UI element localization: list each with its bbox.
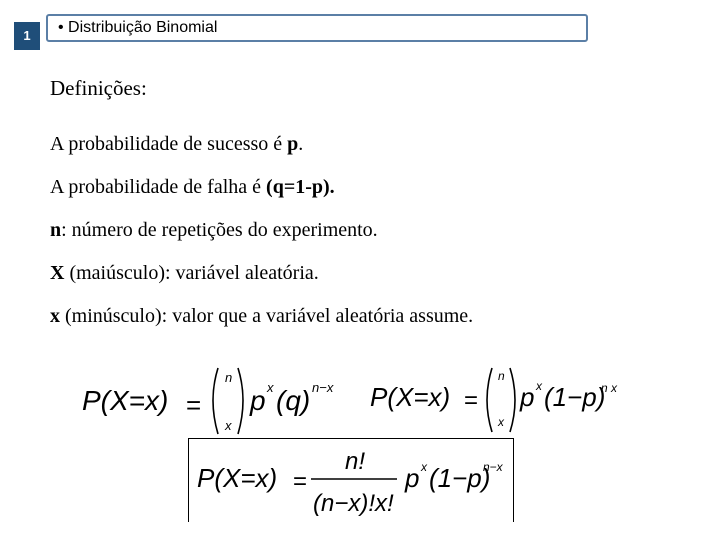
svg-text:p: p <box>250 385 266 416</box>
svg-text:(1−p): (1−p) <box>544 382 606 412</box>
svg-text:n−x: n−x <box>483 460 503 474</box>
binomial-formula-factorial <box>193 441 511 521</box>
svg-text:x: x <box>225 418 232 433</box>
svg-text:x: x <box>267 380 274 395</box>
definition-line-failure: A probabilidade de falha é (q=1-p). <box>50 176 335 198</box>
svg-text:x: x <box>498 415 504 429</box>
svg-text:x: x <box>536 379 542 393</box>
svg-text:=: = <box>293 468 308 495</box>
svg-text:P(X=x): P(X=x) <box>82 385 169 416</box>
svg-text:n: n <box>225 370 233 385</box>
svg-text:P(X=x): P(X=x) <box>197 463 278 493</box>
definitions-heading: Definições: <box>50 76 147 100</box>
svg-text:(q): (q) <box>276 385 311 416</box>
svg-text:p: p <box>405 463 420 493</box>
definition-line-x: x (minúsculo): valor que a variável aleatória assume. <box>50 305 474 327</box>
binomial-formula-1-p <box>368 362 630 440</box>
svg-text:P(X=x): P(X=x) <box>370 382 451 412</box>
svg-text:n−x: n−x <box>312 380 334 395</box>
definition-line-n: n: número de repetições do experimento. <box>50 219 378 241</box>
svg-text:p: p <box>520 382 535 412</box>
svg-text:x: x <box>421 460 427 474</box>
definition-line-X: X (maiúsculo): variável aleatória. <box>50 262 319 284</box>
slide-number: 1 <box>14 22 40 50</box>
definition-line-success: A probabilidade de sucesso é p. <box>50 133 304 155</box>
svg-text:=: = <box>186 390 202 420</box>
binomial-formula-factorial-box <box>188 438 514 522</box>
slide-title: • Distribuição Binomial <box>46 14 588 42</box>
svg-text:n!: n! <box>345 448 366 475</box>
svg-text:(n−x)!x!: (n−x)!x! <box>313 490 394 517</box>
svg-text:=: = <box>464 387 479 414</box>
binomial-formula-q <box>80 362 350 440</box>
svg-text:n: n <box>498 369 505 383</box>
svg-text:n x: n x <box>601 381 618 395</box>
svg-text:(1−p): (1−p) <box>429 463 491 493</box>
